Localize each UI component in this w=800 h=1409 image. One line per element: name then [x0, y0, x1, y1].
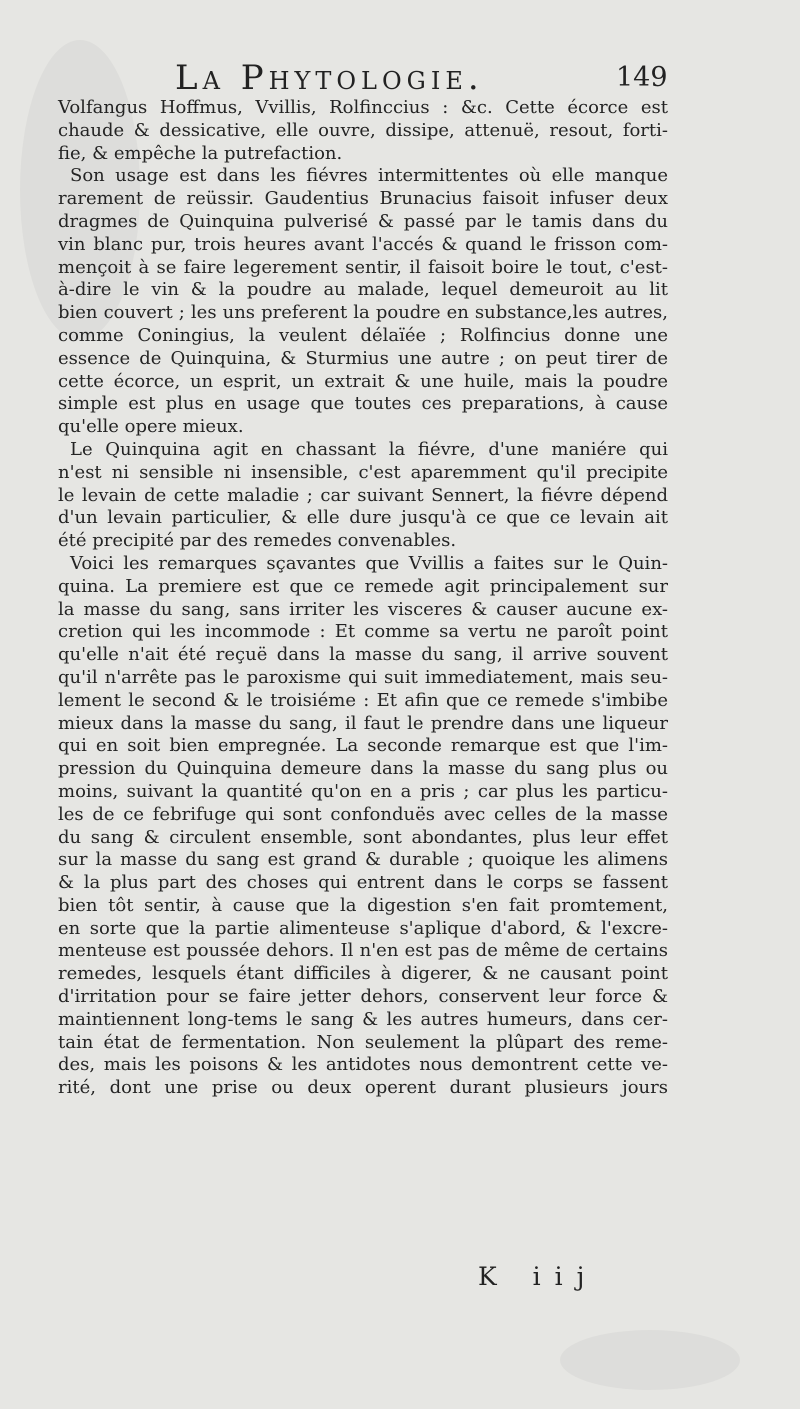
- text-line: rarement de reüssir. Gaudentius Brunacius faisoit infuser deux: [58, 188, 668, 210]
- text-line: cette écorce, un esprit, un extrait & une huile, mais la poudre: [58, 370, 668, 392]
- text-line: chaude & dessicative, elle ouvre, dissipe, attenuë, resout, forti-: [58, 119, 668, 141]
- text-line: qu'elle n'ait été reçuë dans la masse du sang, il arrive souvent: [58, 644, 668, 666]
- text-line: été precipité par des remedes convenables.: [58, 530, 457, 552]
- text-line: qui en soit bien empregnée. La seconde remarque est que l'im-: [58, 735, 668, 757]
- text-line: les de ce febrifuge qui sont confonduës avec celles de la masse: [58, 803, 668, 825]
- paper-stain: [560, 1330, 740, 1390]
- text-line: bien couvert ; les uns preferent la poudre en substance,les autres,: [58, 302, 668, 324]
- text-line: Voici les remarques sçavantes que Vvillis a faites sur le Quin-: [70, 552, 668, 574]
- text-line: qu'elle opere mieux.: [58, 416, 244, 438]
- body-text: [58, 97, 668, 1100]
- text-line: du sang & circulent ensemble, sont abondantes, plus leur effet: [58, 826, 668, 848]
- text-line: Le Quinquina agit en chassant la fiévre, d'une maniére qui: [70, 438, 668, 460]
- text-line: cretion qui les incommode : Et comme sa vertu ne paroît point: [58, 621, 668, 643]
- text-line: mieux dans la masse du sang, il faut le prendre dans une liqueur: [58, 712, 668, 734]
- text-line: maintiennent long-tems le sang & les autres humeurs, dans cer-: [58, 1008, 668, 1030]
- text-line: d'irritation pour se faire jetter dehors, conservent leur force &: [58, 986, 668, 1008]
- text-line: lement le second & le troisiéme : Et afin que ce remede s'imbibe: [58, 689, 668, 711]
- text-line: mençoit à se faire legerement sentir, il faisoit boire le tout, c'est-: [58, 256, 668, 278]
- text-line: qu'il n'arrête pas le paroxisme qui suit immediatement, mais seu-: [58, 666, 668, 688]
- text-line: à-dire le vin & la poudre au malade, lequel demeuroit au lit: [58, 279, 668, 301]
- page-number: 149: [616, 62, 668, 93]
- text-line: sur la masse du sang est grand & durable ; quoique les alimens: [58, 849, 668, 871]
- text-line: Volfangus Hoffmus, Vvillis, Rolfinccius : &c. Cette écorce est: [58, 97, 668, 118]
- text-line: le levain de cette maladie ; car suivant Sennert, la fiévre dépend: [58, 484, 668, 506]
- text-line: moins, suivant la quantité qu'on en a pris ; car plus les particu-: [58, 780, 668, 802]
- text-line: comme Coningius, la veulent délaïée ; Rolfincius donne une: [58, 324, 668, 346]
- running-title: La Phytologie.: [175, 58, 484, 98]
- text-line: la masse du sang, sans irriter les visceres & causer aucune ex-: [58, 598, 668, 620]
- text-line: bien tôt sentir, à cause que la digestion s'en fait promtement,: [58, 894, 668, 916]
- text-line: fie, & empêche la putrefaction.: [58, 142, 343, 164]
- text-line: dragmes de Quinquina pulverisé & passé par le tamis dans du: [58, 210, 668, 232]
- text-line: des, mais les poisons & les antidotes nous demontrent cette ve-: [58, 1054, 668, 1076]
- text-line: rité, dont une prise ou deux operent durant plusieurs jours: [58, 1077, 668, 1099]
- text-line: essence de Quinquina, & Sturmius une autre ; on peut tirer de: [58, 347, 668, 369]
- text-line: remedes, lesquels étant difficiles à digerer, & ne causant point: [58, 963, 668, 985]
- signature-mark: K iij: [478, 1262, 599, 1291]
- text-line: Son usage est dans les fiévres intermittentes où elle manque: [70, 165, 668, 187]
- text-line: d'un levain particulier, & elle dure jusqu'à ce que ce levain ait: [58, 507, 668, 529]
- text-line: pression du Quinquina demeure dans la masse du sang plus ou: [58, 758, 668, 780]
- text-line: en sorte que la partie alimenteuse s'aplique d'abord, & l'excre-: [58, 917, 668, 939]
- text-line: n'est ni sensible ni insensible, c'est aparemment qu'il precipite: [58, 461, 668, 483]
- text-line: & la plus part des choses qui entrent dans le corps se fassent: [58, 872, 668, 894]
- page-header: [0, 58, 800, 102]
- text-line: quina. La premiere est que ce remede agit principalement sur: [58, 575, 668, 597]
- text-line: vin blanc pur, trois heures avant l'accés & quand le frisson com-: [58, 233, 668, 255]
- text-line: menteuse est poussée dehors. Il n'en est pas de même de certains: [58, 940, 668, 962]
- text-line: simple est plus en usage que toutes ces preparations, à cause: [58, 393, 668, 415]
- text-line: tain état de fermentation. Non seulement la plûpart des reme-: [58, 1031, 668, 1053]
